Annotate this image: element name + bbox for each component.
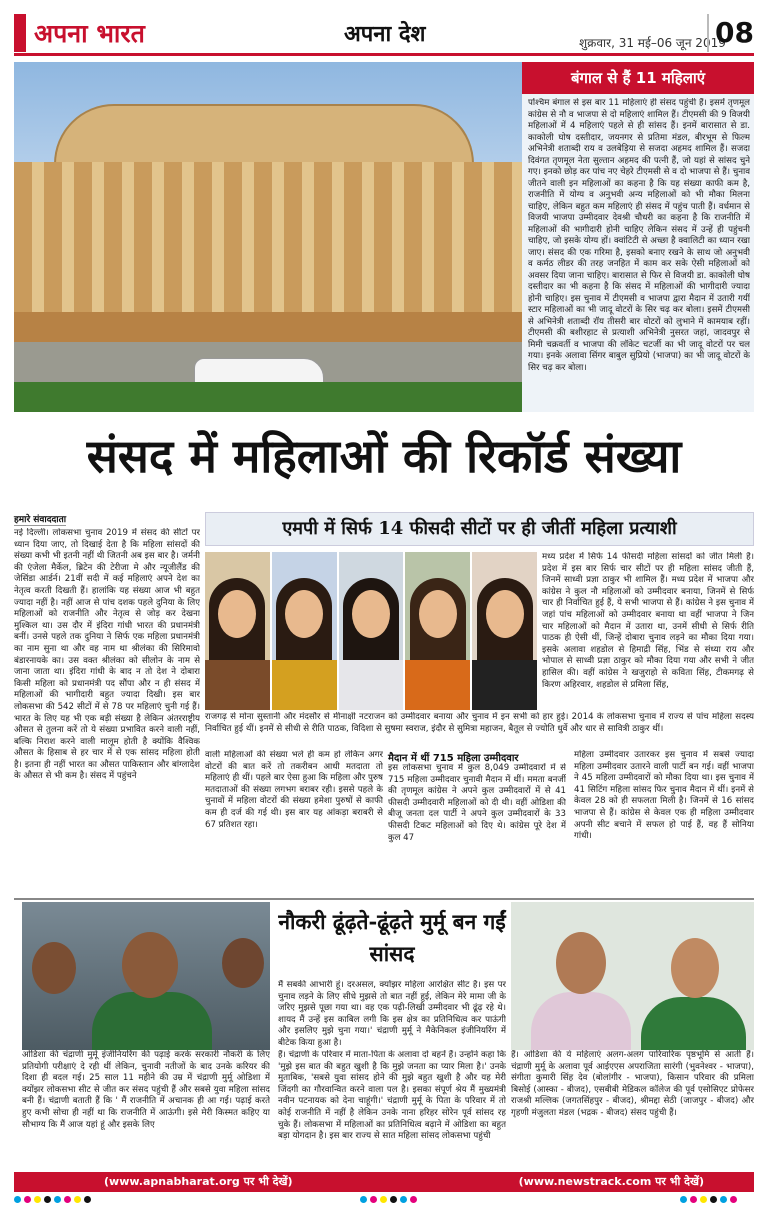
- footer-bar: [14, 1172, 754, 1192]
- portrait-photo: [472, 552, 537, 710]
- byline: हमारे संवाददाता: [14, 512, 66, 526]
- parliament-photo: [14, 62, 522, 412]
- mp-story-paragraph: राजगढ़ से मोना सुस्तानी और मंदसौर से मीनाक्षी नटराजन को उम्मीदवार बनाया और चुनाव में इन सभी को हार हुई। 2014 के लोकसभा चुनाव में राज्य से पांच महिला सदस्य निर्वाचित हुई थीं। इनमें से सीधी से रीति पाठक, विदिशा से सुषमा स्वराज, इंदौर से सुमित्रा महाजन, बैतूल से ज्योति धुर्वे और धार से सावित्री ठाकुर थीं।: [205, 712, 754, 734]
- bengal-story: [522, 62, 754, 412]
- person-face: [222, 938, 264, 988]
- color-registration-marks: [14, 1196, 91, 1203]
- portrait-clothing: [205, 660, 270, 710]
- bengal-story-body: पश्चिम बंगाल से इस बार 11 महिलाएं ही संसद पहुंची हैं। इसमें तृणमूल कांग्रेस से नौ व भाजपा से दो महिलाएं शामिल हैं। टीएमसी की 9 विजयी महिलाओं में 4 महिलाएं पहले से ही सांसद हैं। इनमें बारासात से डा. काकोली घोष दस्तीदार, जयनगर से प्रतिमा मंडल, बीरभूम से फिल्म अभिनेत्री शताब्दी राय व उलबेड़िया से सजदा अहमद शामिल हैं। सजदा दिवंगत तृणमूल नेता सुल्तान अहमद की पत्नी हैं, जो यहां से सांसद चुने गए। इनको छोड़ कर पांच नए चेहरे टीएमसी से व दो भाजपा से हैं। चुनाव जीतने वाली इन महिलाओं का कहना है कि यह संख्या काफी कम है, राजनीति में योग्य व अनुभवी अन्य महिलाओं को भी मौका मिलना चाहिए, लेकिन बहुत कम महिलाएं ही संसद में पहुंच पाती हैं। वर्धमान से विजयी भाजपा उम्मीदवार देवश्री चौधरी का कहना है कि राजनीति में महिलाओं की भागीदारी होनी चाहिए लेकिन संसद में उन्हें ही पहुंचनी चाहिए, जो इसके योग्य हों। क्वांटिटी से अच्छा है क्वालिटी का ध्यान रखा जाए। संसद की एक गरिमा है, इसको बनाए रखने के साथ जो अनुभवी व कर्मठ लीडर की तरह जनहित में काम कर सके ऐसी महिलाओं को अवसर दिया जाना चाहिए। बारासात से फिर से विजयी डा. काकोली घोष दस्तीदार का भी कहना है कि संसद में महिलाओं की भागीदारी ज्यादा होनी चाहिए। इस चुनाव में टीएमसी व भाजपा द्वारा मैदान में उतारी गयीं स्टार महिलाओं का भी जादू वोटरों के सिर चढ़ कर बोला। इसमें टीएमसी से अभिनेत्री शताब्दी रॉय तीसरी बार वोटरों को लुभाने में कामयाब रहीं। टीएमसी की बशीरहाट से प्रत्याशी अभिनेत्री नुसरत जहां, जादवपुर से मिमी चक्रवर्ती व भाजपा की लॉकेट चटर्जी का भी जादू वोटरों पर चल गया। इनके अलावा सिंगर बाबुल सुप्रियो (भाजपा) का भी जादू वोटरों के सिर चढ़ कर बोला।: [528, 98, 750, 373]
- parliament-dome: [54, 104, 474, 164]
- footer-link-newstrack[interactable]: (www.newstrack.com पर भी देखें): [518, 1175, 704, 1188]
- parliament-colonnade: [14, 162, 522, 312]
- murmu-story: [14, 898, 754, 1170]
- person-face: [122, 932, 178, 998]
- murmu-story-column-right: हैं। ओडिशा की ये महिलाएं अलग-अलग पारिवारिक पृष्ठभूमि से आती हैं। चंद्राणी मुर्मू के अलावा पूर्व आईएएस अपराजिता सारंगी (भुवनेश्वर - भाजपा), संगीता कुमारी सिंह देव (बोलांगीर - भाजपा), किसान परिवार की प्रमिला बिसोई (आस्का - बीजद), एसबीबी मेडिकल कॉलेज की पूर्व एसोसिएट प्रोफेसर राजश्री मल्लिक (जगतसिंहपुर - बीजद), श्रीमद्दा सेठी (जाजपुर - बीजद) और गृहणी मंजुलता मंडल (भद्रक - बीजद) संसद पहुंची हैं।: [511, 1050, 754, 1118]
- portrait-face: [486, 590, 524, 638]
- portrait-clothing: [272, 660, 337, 710]
- person-face: [32, 942, 76, 994]
- murmu-group-photo: [22, 902, 270, 1050]
- masthead-accent-bar: [14, 14, 26, 52]
- section-title: अपना देश: [344, 21, 426, 47]
- portrait-clothing: [472, 660, 537, 710]
- bengal-story-heading: बंगाल से हैं 11 महिलाएं: [522, 62, 754, 94]
- person-body: [531, 992, 631, 1050]
- mp-women-photo-strip: [205, 552, 537, 710]
- portrait-face: [419, 590, 457, 638]
- candidates-column: इस लोकसभा चुनाव में कुल 8,049 उम्मीदवारों में से 715 महिला उम्मीदवार चुनावी मैदान में थीं। ममता बनर्जी की तृणमूल कांग्रेस ने अपने कुल उम्मीदवारों में से 41 फीसदी उम्मीदवारी महिलाओं को दी थी। वहीं ओडिशा की बीजू जनता दल पार्टी ने अपने कुल उम्मीदवारों के 33 फीसदी टिकट महिलाओं को दिए थे। कांग्रेस पूरे देश में कुल 47: [388, 763, 566, 843]
- mp-story-heading: एमपी में सिर्फ 14 फीसदी सीटों पर ही जीतीं महिला प्रत्याशी: [205, 512, 754, 546]
- issue-date: शुक्रवार, 31 मई–06 जून 2019: [579, 36, 726, 50]
- masthead: [14, 14, 754, 56]
- page-number: 08: [707, 14, 754, 52]
- murmu-story-column: ओडिशा की चंद्राणी मुर्मू इंजीनियरिंग की पढ़ाई करके सरकारी नौकरी के लिए प्रतियोगी परीक्षाएं दे रही थीं लेकिन, चुनावी नतीजों के बाद उनके करियर की दिशा ही बदल गई। 25 साल 11 महीने की उम्र में चंद्राणी मुर्मू ओडिशा में क्योंझर लोकसभा सीट से जीत कर संसद पहुंची हैं और सबसे युवा महिला सांसद बनी हैं। चंद्राणी बताती हैं कि ' मैं राजनीति में अचानक ही आ गई। पढ़ाई करते हुए कभी सोचा ही नहीं था कि राजनीति में आऊंगी। इसे मेरी किस्मत कहिए या सौभाग्य कि मैं आज यहां हूं और इसके लिए: [22, 1050, 270, 1130]
- main-headline: संसद में महिलाओं की रिकॉर्ड संख्या: [86, 429, 682, 483]
- color-registration-marks: [360, 1196, 417, 1203]
- person-body: [641, 997, 746, 1050]
- main-story-column: नई दिल्ली। लोकसभा चुनाव 2019 में संसद की सीटों पर ध्यान दिया जाए, तो दिखाई देता है कि महिला सांसदों की संख्या कभी भी इतनी नहीं थी जितनी अब इस बार है। जर्मनी की एंजेला मैर्केल, ब्रिटेन की टेरीजा मे और न्यूजीलैंड की जेसिंडा आर्डर्न। 21वीं सदी में कई महिलाएं अपने देश का नेतृत्व करती दिखती हैं। हालांकि यह संख्या आज भी बहुत ज्यादा नहीं है। नहीं आज से पांच दशक पहले दुनिया के लिए महिलाओं को राजनीति और नेतृत्व से जोड़ कर देखना मुश्किल था। उस दौर में इंदिरा गांधी भारत की प्रधानमंत्री बनीं। उनसे पहले तक दुनिया ने सिर्फ एक महिला प्रधानमंत्री का नाम सुना था और वह नाम था श्रीलंका की सिरिमावो बंडारनायके का। उस वक्त श्रीलंका को सीलोन के नाम से जाना जाता था। इंदिरा गांधी के बाद न तो देश ने दोबारा किसी महिला को प्रधानमंत्री पद सौंपा और न ही संसद में महिलाओं की भागीदारी बहुत ज्यादा दिखी। इस बार लोकसभा की 542 सीटों में से 78 पर महिलाएं चुनी गई हैं। भारत के लिए यह भी एक बड़ी संख्या है लेकिन अंतरराष्ट्रीय औसत से तुलना करें तो ये संख्या प्रभावित करने वाली नहीं, बल्कि निराश करने वाली मालूम होती है क्योंकि वैश्विक औसत के हिसाब से हर चार में से एक सांसद महिला होती है। इतना ही नहीं भारत का औसत पाकिस्तान और बांग्लादेश के औसत से भी कम है। संसद में पहुंचने: [14, 528, 200, 782]
- person-face: [556, 932, 606, 994]
- lawn: [14, 382, 522, 412]
- candidates-column-continued: महिला उम्मीदवार उतारकर इस चुनाव में सबसे ज्यादा महिला उम्मीदवार उतारने वाली पार्टी बन गई। वहीं भाजपा ने 45 महिला उम्मीदवारों को मौका दिया था। इस चुनाव में 41 सिटिंग महिला सांसद फिर चुनाव मैदान में थीं। इनमें से केवल 28 को ही सफलता मिली है। जिनमें से 16 सांसद भाजपा से हैं। कांग्रेस से केवल एक ही महिला उम्मीदवार अपनी सीट बचाने में सफल हो पाई हैं, वह हैं सोनिया गांधी।: [574, 750, 754, 842]
- portrait-photo: [339, 552, 404, 710]
- odisha-mps-photo: [511, 902, 754, 1050]
- portrait-photo: [405, 552, 470, 710]
- color-registration-marks: [680, 1196, 737, 1203]
- parliament-wall: [14, 312, 522, 342]
- brand-logo: अपना भारत: [34, 19, 145, 48]
- portrait-face: [285, 590, 323, 638]
- murmu-story-heading: नौकरी ढूंढ़ते-ढूंढ़ते मुर्मू बन गईं सांसद: [278, 909, 506, 966]
- mp-story-column: मध्य प्रदेश में सिर्फ 14 फीसदी महिला सांसदों को जीत मिली है। प्रदेश में इस बार सिर्फ चार सीटों पर ही महिला सांसद जीती हैं, जिनमें साध्वी प्रज्ञा ठाकुर भी शामिल हैं। मध्य प्रदेश में भाजपा और कांग्रेस ने कुल नौ महिलाओं को उम्मीदवार बनाया, जिनमें से सिर्फ चार ही निर्वाचित हुई हैं, ये सभी भाजपा से हैं। कांग्रेस ने इस चुनाव में जहां पांच महिलाओं को उम्मीदवार बनाया था वहीं भाजपा ने जिन चार महिलाओं को मैदान में उतारा था, उनमें सीधी से सिर्फ रीति पाठक ही ऐसी थीं, जिन्हें दोबारा चुनाव लड़ने का मौका दिया गया। इसके अलावा शहडोल से हिमाद्री सिंह, भिंड से संध्या राय और भोपाल से साध्वी प्रज्ञा ठाकुर को मौका दिया गया और सभी ने जीत हासिल की। वहीं कांग्रेस ने खजुराहो से कविता सिंह, टीकमगढ़ से किरण अहिरवार, शहडोल से प्रमिला सिंह,: [542, 552, 754, 690]
- murmu-story-intro: मैं सबकी आभारी हूं। दरअसल, क्योंझर महिला आरक्षित सीट है। इस पर चुनाव लड़ने के लिए सीधे मुझसे तो बात नहीं हुई, लेकिन मेरे मामा जी के जरिए मुझसे पूछा गया था। वह एक पढ़ी-लिखी उम्मीदवार भी ढूंढ़ रहे थे। शायद मैं उन्हें इस काबिल लगी कि इस क्षेत्र का प्रतिनिधित्व कर पाऊंगी और इसलिए मुझे चुना गया।' चंद्राणी मुर्मू ने मैकेनिकल इंजीनियरिंग में बीटेक किया हुआ है।: [278, 980, 506, 1048]
- person-face: [671, 938, 719, 998]
- main-story-continuation: वाली महिलाओं की संख्या भले ही कम हो लेकिन अगर वोटरों की बात करें तो तकरीबन आधी मतदाता तो महिलाएं ही थीं। पहले बार ऐसा हुआ कि महिला और पुरुष मतदाताओं की संख्या लगभग बराबर रही। इससे पहले के चुनावों में महिला वोटरों की संख्या हमेशा पुरुषों से काफी कम ही दर्ज की गई थी। इस बार यह आंकड़ा बराबरी से 67 प्रतिशत रहा।: [205, 750, 383, 830]
- portrait-clothing: [339, 660, 404, 710]
- candidates-subhead: मैदान में थीं 715 महिला उम्मीदवार: [388, 753, 519, 764]
- portrait-photo: [205, 552, 270, 710]
- footer-link-apnabharat[interactable]: (www.apnabharat.org पर भी देखें): [104, 1175, 293, 1188]
- person-body: [92, 992, 212, 1050]
- portrait-photo: [272, 552, 337, 710]
- portrait-clothing: [405, 660, 470, 710]
- murmu-story-column-center: हैं। चंद्राणी के परिवार में माता-पिता के अलावा दो बहनें हैं। उन्होंने कहा कि 'मुझे इस बात की बहुत खुशी है कि मुझे जनता का प्यार मिला है।' उनके मुताबिक, 'सबसे युवा सांसद होने की मुझे बहुत खुशी है और यह मेरी जिंदगी का गौरवान्वित करने वाला पल है। इसका संपूर्ण श्रेय मैं मुख्यमंत्री नवीन पटनायक को देना चाहूंगी।' चंद्राणी मुर्मू के पिता के परिवार में तो कोई राजनीति में नहीं है लेकिन उनके नाना हरिहर सोरेन पूर्व सांसद रह चुके हैं। लोकसभा में महिलाओं का प्रतिनिधित्व बढ़ाने में ओडिशा का बहुत बड़ा योगदान है। इस बार राज्य से सात महिला सांसद लोकसभा पहुंची: [278, 1050, 506, 1142]
- portrait-face: [352, 590, 390, 638]
